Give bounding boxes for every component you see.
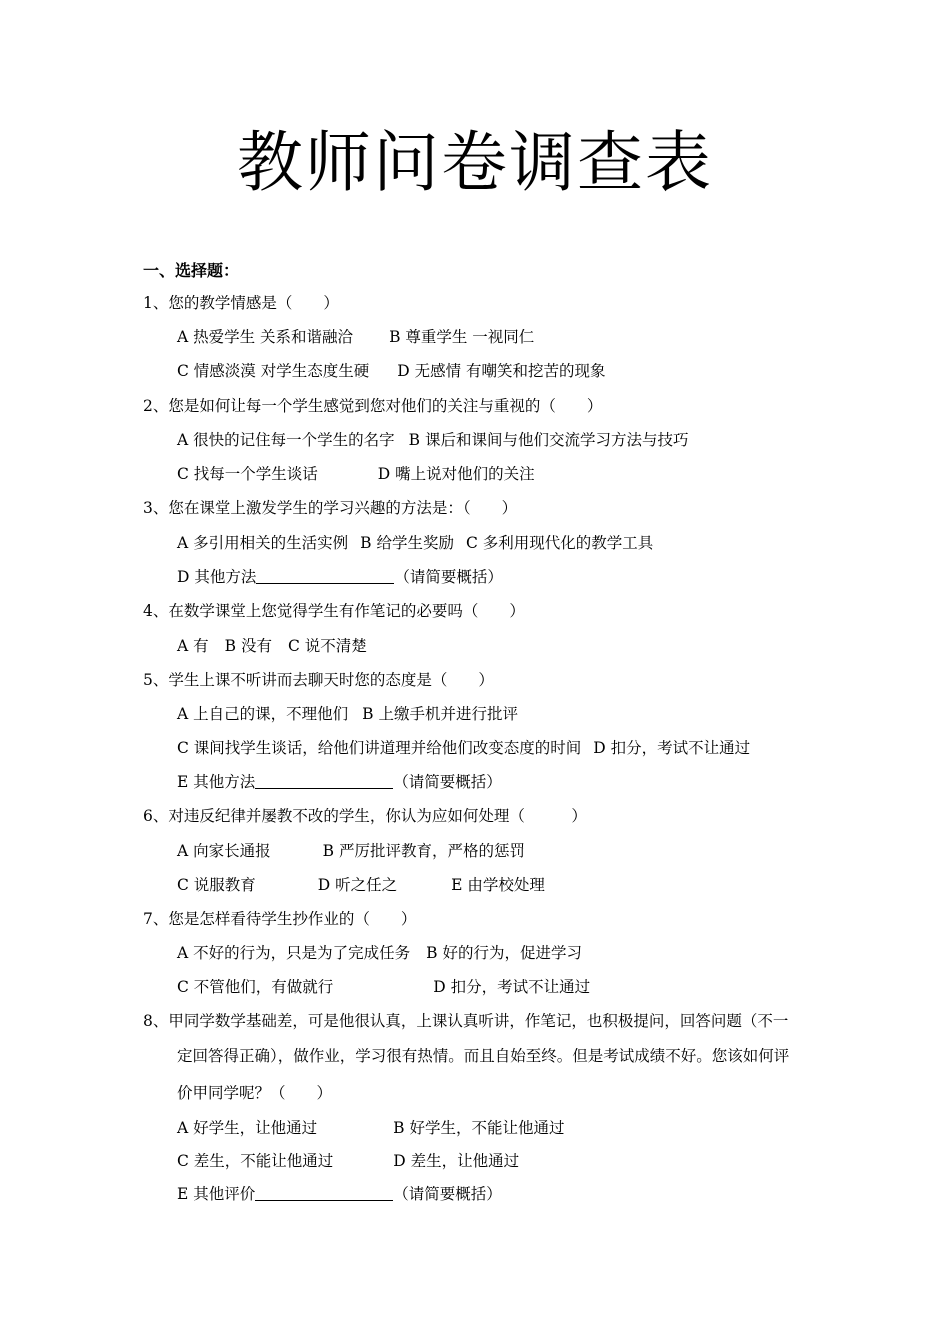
option-d: D 扣分，考试不让通过	[593, 739, 751, 757]
option-a: A 热爱学生 关系和谐融洽	[177, 328, 354, 346]
question-3-options-row-2	[177, 564, 503, 590]
option-a: A 有	[177, 637, 209, 655]
option-c: C 说服教育	[177, 876, 256, 894]
option-a: A 好学生，让他通过	[177, 1119, 318, 1137]
option-c: C 找每一个学生谈话	[177, 465, 318, 483]
question-6-options-row-2	[177, 872, 545, 898]
answer-blank[interactable]	[255, 772, 393, 789]
section-heading: 一、选择题：	[143, 261, 240, 280]
question-1-options-row-1	[177, 324, 534, 350]
option-a: A 上自己的课，不理他们	[177, 705, 349, 723]
question-8-continued: 定回答得正确），做作业，学习很有热情。而且自始至终。但是考试成绩不好。您该如何评	[177, 1047, 790, 1065]
question-6: 6、对违反纪律并屡教不改的学生，你认为应如何处理（ ）	[143, 807, 587, 825]
option-a: A 多引用相关的生活实例	[177, 534, 349, 552]
option-hint: （请简要概括）	[393, 1185, 502, 1203]
question-8-options-row-1	[177, 1115, 564, 1141]
option-b: B 好学生，不能让他通过	[393, 1119, 565, 1137]
option-hint: （请简要概括）	[393, 773, 502, 791]
option-d: D 无感情 有嘲笑和挖苦的现象	[397, 362, 606, 380]
option-b: B 课后和课间与他们交流学习方法与技巧	[408, 431, 689, 449]
option-b: B 严厉批评教育，严格的惩罚	[322, 842, 525, 860]
question-3: 3、您在课堂上激发学生的学习兴趣的方法是：（ ）	[143, 499, 518, 517]
option-c: C 说不清楚	[287, 637, 367, 655]
option-c: C 课间找学生谈话，给他们讲道理并给他们改变态度的时间	[177, 739, 582, 757]
option-b: B 好的行为，促进学习	[426, 944, 582, 962]
option-d: D 扣分，考试不让通过	[433, 978, 591, 996]
question-2-options-row-1	[177, 427, 688, 453]
option-d: D 听之任之	[317, 876, 398, 894]
question-6-options-row-1	[177, 838, 525, 864]
question-5-options-row-1	[177, 701, 518, 727]
question-7-options-row-2	[177, 974, 590, 1000]
question-1-options-row-2	[177, 358, 606, 384]
question-8: 8、甲同学数学基础差，可是他很认真，上课认真听讲，作笔记，也积极提问，回答问题（不一	[143, 1012, 789, 1030]
question-2: 2、您是如何让每一个学生感觉到您对他们的关注与重视的（ ）	[143, 397, 603, 415]
question-4-options-row-1	[177, 633, 367, 659]
question-8-options-row-3	[177, 1181, 502, 1207]
option-d: D 差生，让他通过	[393, 1152, 520, 1170]
option-e: E 由学校处理	[451, 876, 545, 894]
page-title: 教师问卷调查表	[237, 124, 713, 201]
question-4: 4、在数学课堂上您觉得学生有作笔记的必要吗（ ）	[143, 602, 525, 620]
option-d: D 嘴上说对他们的关注	[377, 465, 535, 483]
question-5-options-row-3	[177, 769, 502, 795]
option-c: C 差生，不能让他通过	[177, 1152, 334, 1170]
option-c: C 多利用现代化的教学工具	[465, 534, 654, 552]
question-8-options-row-2	[177, 1148, 519, 1174]
option-a: A 不好的行为，只是为了完成任务	[177, 944, 411, 962]
question-8-continued-2: 价甲同学呢？（ ）	[177, 1084, 333, 1102]
option-b: B 上缴手机并进行批评	[362, 705, 518, 723]
question-1: 1、您的教学情感是（ ）	[143, 294, 339, 312]
option-b: B 给学生奖励	[360, 534, 454, 552]
option-d: D 其他方法	[177, 568, 257, 586]
question-5-options-row-2	[177, 735, 750, 761]
option-b: B 尊重学生 一视同仁	[389, 328, 535, 346]
answer-blank[interactable]	[256, 567, 394, 584]
question-7: 7、您是怎样看待学生抄作业的（ ）	[143, 910, 417, 928]
option-e: E 其他评价	[177, 1185, 256, 1203]
option-hint: （请简要概括）	[394, 568, 503, 586]
option-c: C 情感淡漠 对学生态度生硬	[177, 362, 370, 380]
option-e: E 其他方法	[177, 773, 256, 791]
question-5: 5、学生上课不听讲而去聊天时您的态度是（ ）	[143, 671, 494, 689]
option-c: C 不管他们，有做就行	[177, 978, 334, 996]
question-2-options-row-2	[177, 461, 535, 487]
question-7-options-row-1	[177, 940, 582, 966]
option-a: A 向家长通报	[177, 842, 271, 860]
question-3-options-row-1	[177, 530, 653, 556]
answer-blank[interactable]	[255, 1184, 393, 1201]
option-a: A 很快的记住每一个学生的名字	[177, 431, 395, 449]
option-b: B 没有	[224, 637, 272, 655]
